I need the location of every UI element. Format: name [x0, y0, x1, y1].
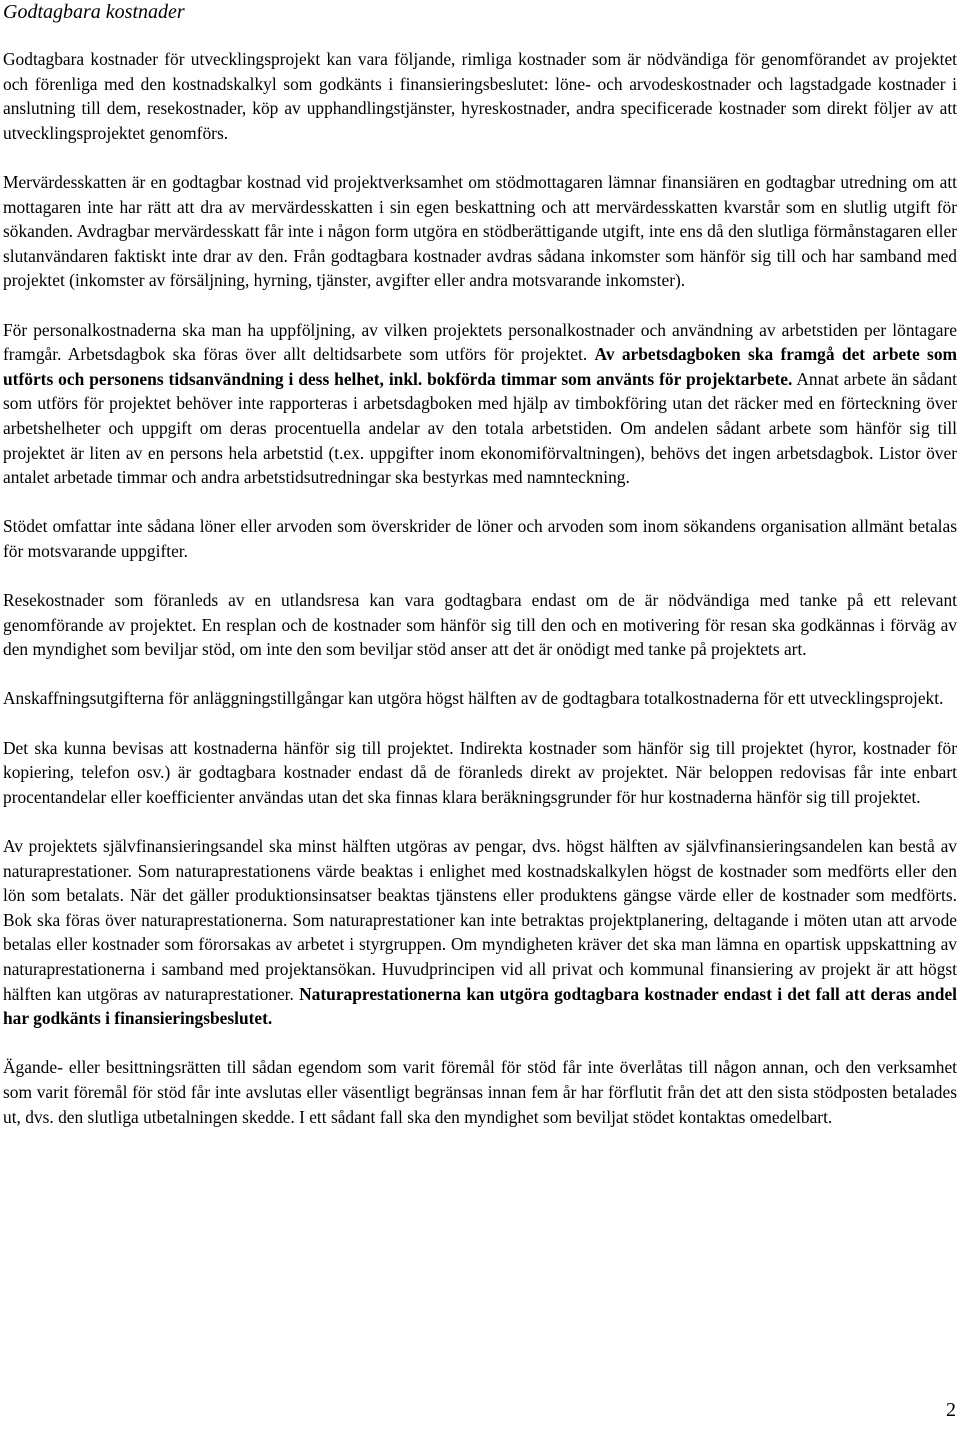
- paragraph-text: Det ska kunna bevisas att kostnaderna hänför sig till projektet. Indirekta kostnader som hänför sig till projektet (hyror, kostnader för kopiering, telefon osv.) är godtagbara kostnader endast då de föranleds direkt av projektet. När beloppen redovisas får inte enbart procentandelar eller koefficienter användas utan det ska finnas klara beräkningsgrunder för hur kostnaderna hänför sig till projektet.: [3, 737, 957, 807]
- paragraph-ownership: [3, 1055, 957, 1129]
- paragraph-bold-text: Naturaprestationerna kan utgöra godtagbara kostnader endast i det fall att deras andel har godkänts i finansieringsbeslutet.: [3, 983, 958, 1029]
- paragraph-fixed-assets: [3, 686, 957, 711]
- paragraph-vat: [3, 170, 957, 293]
- paragraph-personnel-costs: [3, 318, 957, 490]
- document-page: [3, 0, 957, 1129]
- paragraph-salary-limits: [3, 514, 957, 563]
- paragraph-indirect-costs: [3, 736, 957, 810]
- paragraph-self-financing: [3, 834, 957, 1031]
- paragraph-text: Anskaffningsutgifterna för anläggningstillgångar kan utgöra högst hälften av de godtagbara totalkostnaderna för ett utvecklingsprojekt.: [3, 688, 944, 709]
- paragraph-eligible-costs: [3, 47, 957, 145]
- paragraph-text: Stödet omfattar inte sådana löner eller arvoden som överskrider de löner och arvoden som inom sökandens organisation allmänt betalas för motsvarande uppgifter.: [3, 516, 957, 561]
- document-heading: Godtagbara kostnader: [3, 1, 185, 23]
- paragraph-text: Resekostnader som föranleds av en utlandsresa kan vara godtagbara endast om de är nödvändiga med tanke på ett relevant genomförande av projektet. En resplan och de kostnader som hänför sig till den och en motivering för resan ska godkännas i förväg av den myndighet som beviljar stöd, om inte den som beviljar stöd anser att det är onödigt med tanke på projektets art.: [3, 590, 957, 660]
- paragraph-text: Av projektets självfinansieringsandel ska minst hälften utgöras av pengar, dvs. högst hälften av självfinansieringsandelen kan bestå av naturaprestationer. Som naturaprestationens värde beaktas i enlighet med kostnadskalkylen högst de kostnader som medförts eller den lön som betalats. När det gäller produktionsinsatser beaktas tjänstens eller produktens gängse värde eller de kostnader som medförts. Bok ska föras över naturaprestationerna. Som naturaprestationer kan inte betraktas projektplanering, deltagande i möten utan att arvode betalas eller kostnader som förorsakas av arbetet i styrgruppen. Om myndigheten kräver det ska man lämna en opartisk uppskattning av naturaprestationerna i samband med projektansökan. Huvudprincipen vid all privat och kommunal finansiering av projekt är att högst hälften kan utgöras av naturaprestationer.: [3, 836, 957, 1004]
- paragraph-text: Godtagbara kostnader för utvecklingsprojekt kan vara följande, rimliga kostnader som är nödvändiga för genomförandet av projektet och förenliga med den kostnadskalkyl som godkänts i finansieringsbeslutet: löne- och arvodeskostnader och lagstadgade kostnader i anslutning till dem, resekostnader, köp av upphandlingstjänster, hyreskostnader, andra specificerade kostnader som direkt följer av att utvecklingsprojektet genomförs.: [3, 49, 957, 143]
- paragraph-text: Annat arbete än sådant som utförs för projektet behöver inte rapporteras i arbetsdagboken med hjälp av timbokföring utan det räcker med en förteckning över arbetshelheter och uppgift om deras procentuella andelar av den totala arbetstiden. Om andelen sådant arbete som hänför sig till projektet är liten av en persons hela arbetstid (t.ex. uppgifter inom ekonomiförvaltningen), behövs det ingen arbetsdagbok. Listor över antalet arbetade timmar och andra arbetstidsutredningar ska bestyrkas med namnteckning.: [3, 368, 957, 488]
- paragraph-text: Mervärdesskatten är en godtagbar kostnad vid projektverksamhet om stödmottagaren lämnar finansiären en godtagbar utredning om att mottagaren inte har rätt att dra av mervärdesskatten i sin egen beskattning och att mervärdesskatten kvarstår som en slutlig utgift för sökanden. Avdragbar mervärdesskatt får inte i någon form utgöra en stödberättigande utgift, inte ens då den slutliga förmånstagaren eller slutanvändaren faktiskt inte drar av den. Från godtagbara kostnader avdras sådana inkomster som hänför sig till och har samband med projektet (inkomster av försäljning, hyrning, tjänster, avgifter eller andra motsvarande inkomster).: [3, 171, 957, 291]
- paragraph-travel-costs: [3, 588, 957, 662]
- paragraph-text: För personalkostnaderna ska man ha uppföljning, av vilken projektets personalkostnader och användning av arbetstiden per löntagare framgår. Arbetsdagbok ska föras över allt deltidsarbete som utförs för projektet.: [3, 319, 957, 365]
- paragraph-text: Ägande- eller besittningsrätten till sådan egendom som varit föremål för stöd får inte överlåtas till någon annan, och den verksamhet som varit föremål för stöd får inte avslutas eller väsentligt begränsas innan fem år har förflutit från det att den sista stödposten betalades ut, dvs. den slutliga utbetalningen skedde. I ett sådant fall ska den myndighet som beviljat stödet kontaktas omedelbart.: [3, 1057, 957, 1127]
- paragraph-bold-text: Av arbetsdagboken ska framgå det arbete som utförts och personens tidsanvändning i dess helhet, inkl. bokförda timmar som använts för projektarbete.: [3, 344, 957, 389]
- page-number: 2: [946, 1399, 956, 1421]
